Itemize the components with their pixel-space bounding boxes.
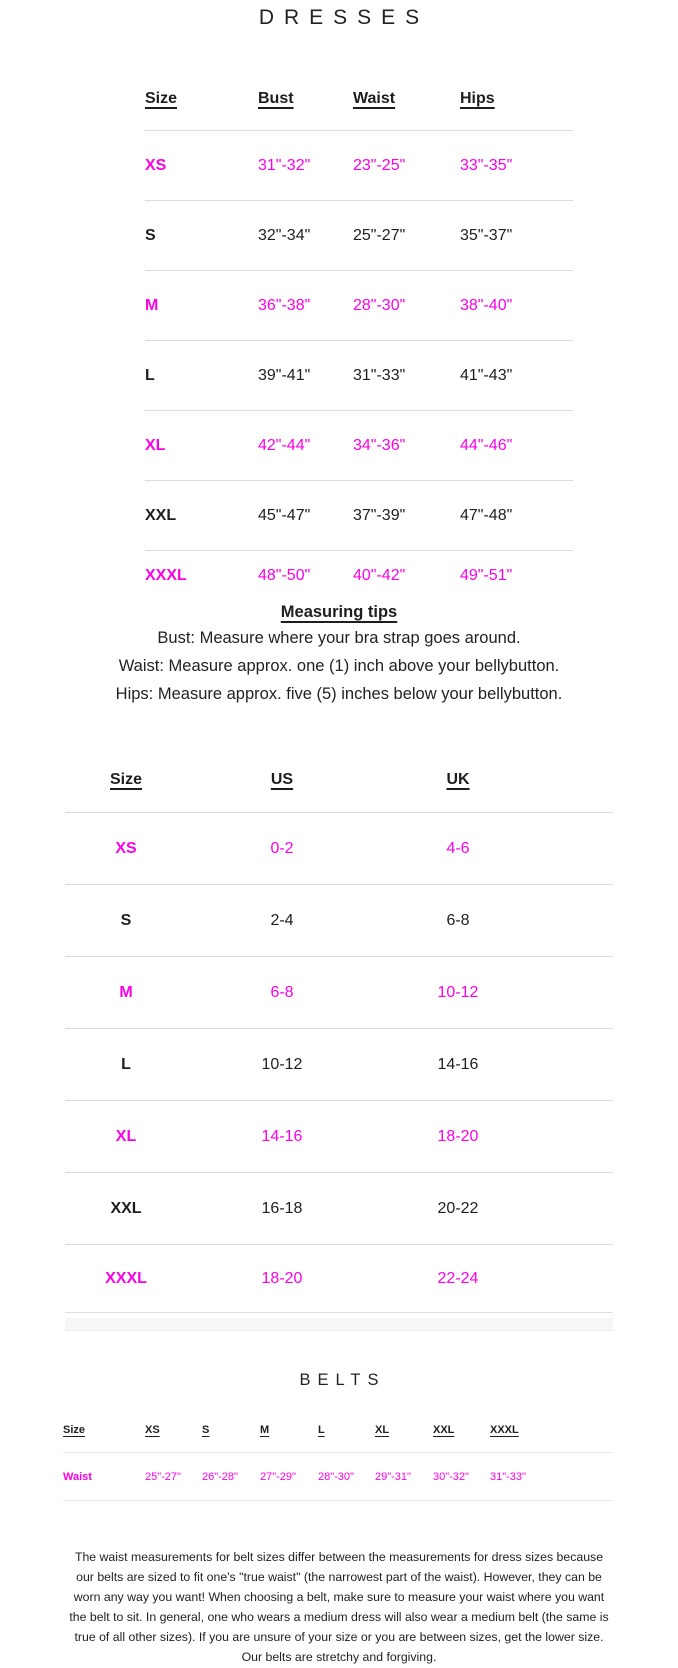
column-header-bust: Bust [258,90,294,107]
table-row [145,270,573,340]
column-header-xl: XL [375,1424,390,1436]
table-row [65,956,613,1028]
us-cell: 0-2 [270,839,294,857]
waist-cell: 28"-30" [353,296,406,314]
dress-size-chart-header [145,88,573,110]
size-cell: XS [145,156,167,174]
measuring-tips-heading: Measuring tips [280,603,398,621]
table-row [65,1172,613,1244]
column-header-us: US [270,771,294,788]
table-row [145,340,573,410]
table-row [65,1100,613,1172]
hips-cell: 35"-37" [460,226,513,244]
waist-cell: 25"-27" [353,226,406,244]
uk-cell: 4-6 [446,839,470,857]
waist-m-cell: 27"-29" [260,1470,296,1483]
us-cell: 16-18 [261,1199,303,1217]
column-header-xxxl: XXXL [490,1424,519,1436]
waist-xs-cell: 25"-27" [145,1470,181,1483]
uk-cell: 20-22 [437,1199,479,1217]
uk-cell: 14-16 [437,1055,479,1073]
belt-size-chart [63,1423,612,1501]
hips-cell: 44"-46" [460,436,513,454]
table-row [65,812,613,884]
waist-cell: 34"-36" [353,436,406,454]
size-conversion-header [65,770,613,790]
table-row [65,884,613,956]
hips-cell: 38"-40" [460,296,513,314]
bust-cell: 42"-44" [258,436,311,454]
size-cell: XXL [145,506,177,524]
size-cell: S [145,226,156,244]
bust-cell: 48"-50" [258,566,311,584]
size-cell: XXXL [145,566,187,584]
waist-xxl-cell: 30"-32" [433,1470,469,1483]
column-header-size: Size [145,90,178,107]
column-header-size: Size [109,771,142,788]
size-cell: XS [115,839,137,857]
waist-cell: 40"-42" [353,566,406,584]
size-cell: XXXL [105,1269,147,1287]
us-cell: 2-4 [270,911,294,929]
tip-waist: Waist: Measure approx. one (1) inch above your bellybutton. [118,657,560,675]
table-row [145,480,573,550]
uk-cell: 18-20 [437,1127,479,1145]
waist-xxxl-cell: 31"-33" [490,1470,526,1483]
waist-cell: 23"-25" [353,156,406,174]
us-cell: 14-16 [261,1127,303,1145]
size-cell: XXL [110,1199,142,1217]
belts-title: BELTS [299,1371,386,1389]
bust-cell: 39"-41" [258,366,311,384]
size-cell: L [121,1055,131,1073]
size-conversion-chart [65,770,613,1313]
size-cell: S [120,911,132,929]
table-row [65,1244,613,1313]
waist-row-label: Waist [63,1470,92,1483]
column-header-s: S [202,1424,210,1436]
column-header-xxl: XXL [433,1424,455,1436]
us-cell: 6-8 [270,983,294,1001]
bust-cell: 36"-38" [258,296,311,314]
uk-cell: 10-12 [437,983,479,1001]
table-row [145,550,573,600]
column-header-m: M [260,1424,270,1436]
bust-cell: 32"-34" [258,226,311,244]
table-row [65,1028,613,1100]
us-cell: 10-12 [261,1055,303,1073]
waist-cell: 37"-39" [353,506,406,524]
tip-hips: Hips: Measure approx. five (5) inches below your bellybutton. [115,685,563,703]
table-row [145,200,573,270]
tip-bust: Bust: Measure where your bra strap goes around. [157,629,521,647]
us-cell: 18-20 [261,1269,303,1287]
measuring-tips [0,600,678,708]
belt-size-chart-header [63,1423,612,1453]
column-header-waist: Waist [353,90,396,107]
size-cell: L [145,366,155,384]
table-row [145,130,573,200]
column-header-l: L [318,1424,325,1436]
size-cell: XL [115,1127,137,1145]
uk-cell: 22-24 [437,1269,479,1287]
column-header-hips: Hips [460,90,495,107]
dress-size-chart [145,88,573,600]
waist-l-cell: 28"-30" [318,1470,354,1483]
hips-cell: 49"-51" [460,566,513,584]
column-header-uk: UK [446,771,470,788]
table-row [145,410,573,480]
hips-cell: 33"-35" [460,156,513,174]
size-cell: M [145,296,159,314]
bust-cell: 31"-32" [258,156,311,174]
hips-cell: 47"-48" [460,506,513,524]
hips-cell: 41"-43" [460,366,513,384]
waist-xl-cell: 29"-31" [375,1470,411,1483]
uk-cell: 6-8 [446,911,470,929]
belt-sizing-note: The waist measurements for belt sizes differ between the measurements for dress sizes because our belts are sized to fit one's "true waist" (the narrowest part of the waist). However, they can be worn any way you want! When choosing a belt, make sure to measure your waist where you want the belt to sit. In general, one who wears a medium dress will also wear a medium belt (the same is true of all other sizes). If you are unsure of your size or you are between sizes, get the lower size. Our belts are stretchy and forgiving. [69,1550,609,1664]
column-header-xs: XS [145,1424,160,1436]
column-header-size: Size [63,1424,86,1436]
size-cell: XL [145,436,166,454]
size-cell: M [119,983,133,1001]
table-footer-divider [65,1318,613,1331]
table-row [63,1453,612,1501]
dresses-title: DRESSES [258,6,430,29]
waist-s-cell: 26"-28" [202,1470,238,1483]
bust-cell: 45"-47" [258,506,311,524]
waist-cell: 31"-33" [353,366,406,384]
